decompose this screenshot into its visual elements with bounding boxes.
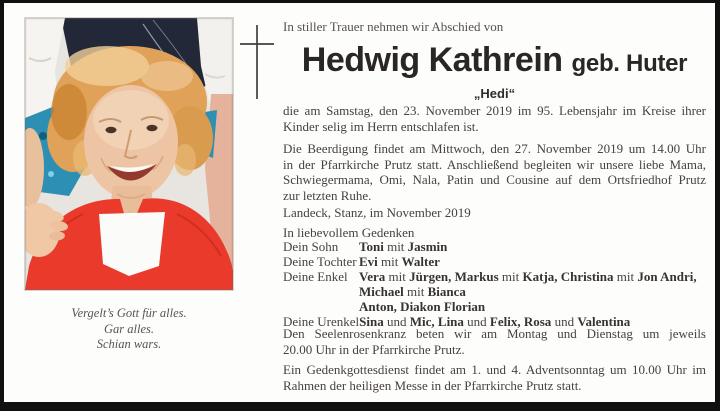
portrait-photo-image — [25, 18, 233, 290]
family-member-name: Jasmin — [407, 239, 448, 254]
family-member-name: Jon Andri, — [637, 269, 697, 284]
family-row-label: Deine Tochter — [283, 254, 357, 269]
portrait-photo — [25, 18, 233, 290]
family-names-line — [359, 284, 706, 299]
motto — [25, 306, 233, 353]
funeral-paragraph — [283, 141, 706, 203]
family-connector: mit — [613, 269, 638, 284]
family-member-name: Christina — [560, 269, 614, 284]
text-line: zur letzten Ruhe. — [283, 187, 372, 203]
family-row-label: Deine Enkel — [283, 269, 348, 284]
family-names-line — [359, 299, 706, 314]
family-row-label: Deine Urenkel — [283, 314, 360, 329]
family-member-name: Jürgen, — [409, 269, 452, 284]
intro-line: In stiller Trauer nehmen wir Abschied von — [283, 19, 504, 34]
deceased-name: Hedwig Kathrein — [301, 41, 563, 79]
family-member-name: Evi — [359, 254, 378, 269]
family-connector: mit — [377, 254, 402, 269]
family-member-name: Walter — [401, 254, 440, 269]
family-member-name: Toni — [359, 239, 384, 254]
place-date-line: Landeck, Stanz, im November 2019 — [283, 205, 471, 220]
text-line: Ein Gedenkgottesdienst findet am 1. und 4. Adventsonntag um 10.00 Uhr im — [283, 362, 706, 377]
family-row-names — [359, 254, 706, 269]
text-line: Schwiegermama, Omi, Nala, Patin und Cousine auf dem Ortsfriedhof Prutz — [283, 172, 706, 187]
family-row-names — [359, 269, 706, 314]
family-member-name: Michael — [359, 284, 404, 299]
family-row — [283, 254, 706, 269]
motto-line: Gar alles. — [104, 321, 154, 336]
deceased-name-line — [283, 41, 706, 80]
family-member-name: Felix, Rosa — [489, 314, 552, 329]
maiden-name: geb. Huter — [571, 50, 688, 77]
remembrance-heading: In liebevollem Gedenken — [283, 225, 415, 240]
text-line: die am Samstag, den 23. November 2019 im 95. Lebensjahr im Kreise ihrer — [283, 103, 706, 118]
cross-icon — [238, 23, 276, 101]
text-line: Die Beerdigung findet am Mittwoch, den 27. November 2019 um 14.00 Uhr — [283, 141, 706, 156]
family-member-name: Valentina — [577, 314, 631, 329]
text-line: Den Seelenrosenkranz beten wir am Montag und Dienstag um jeweils — [283, 326, 706, 341]
family-connector: mit — [498, 269, 523, 284]
family-row-names — [359, 239, 706, 254]
family-names-line — [359, 269, 706, 284]
family-member-name: Markus — [454, 269, 499, 284]
family-names-line — [359, 254, 706, 269]
rosary-paragraph — [283, 326, 706, 357]
nickname: „Hedi“ — [473, 86, 516, 101]
family-connector: und — [463, 314, 490, 329]
family-connector: mit — [385, 269, 410, 284]
death-paragraph — [283, 103, 706, 134]
text-line: in der Pfarrkirche Prutz statt. Anschließend begleiten wir unsere liebe Mama, — [283, 156, 706, 172]
motto-line: Vergelt’s Gott für alles. — [71, 306, 187, 320]
text-line: Rahmen der heiligen Messe in der Pfarrkirche Prutz statt. — [283, 377, 582, 393]
text-line: 20.00 Uhr in der Pfarrkirche Prutz. — [283, 341, 465, 357]
motto-line: Schian wars. — [96, 337, 162, 351]
family-connector: und — [551, 314, 578, 329]
family-row — [283, 239, 706, 254]
family-member-name: Katja, — [522, 269, 558, 284]
family-connector: mit — [383, 239, 408, 254]
family-member-name: Mic, Lina — [409, 314, 464, 329]
family-names-line — [359, 239, 706, 254]
family-connector: und — [383, 314, 410, 329]
family-connector: mit — [403, 284, 428, 299]
family-member-name: Anton, Diakon Florian — [359, 299, 486, 314]
family-member-name: Vera — [359, 269, 386, 284]
family-list — [283, 239, 706, 329]
family-row-label: Dein Sohn — [283, 239, 339, 254]
family-member-name: Bianca — [427, 284, 466, 299]
family-member-name: Sina — [359, 314, 384, 329]
memorial-paragraph — [283, 362, 706, 393]
family-row — [283, 269, 706, 314]
text-line: Kinder selig im Herrn entschlafen ist. — [283, 118, 479, 134]
